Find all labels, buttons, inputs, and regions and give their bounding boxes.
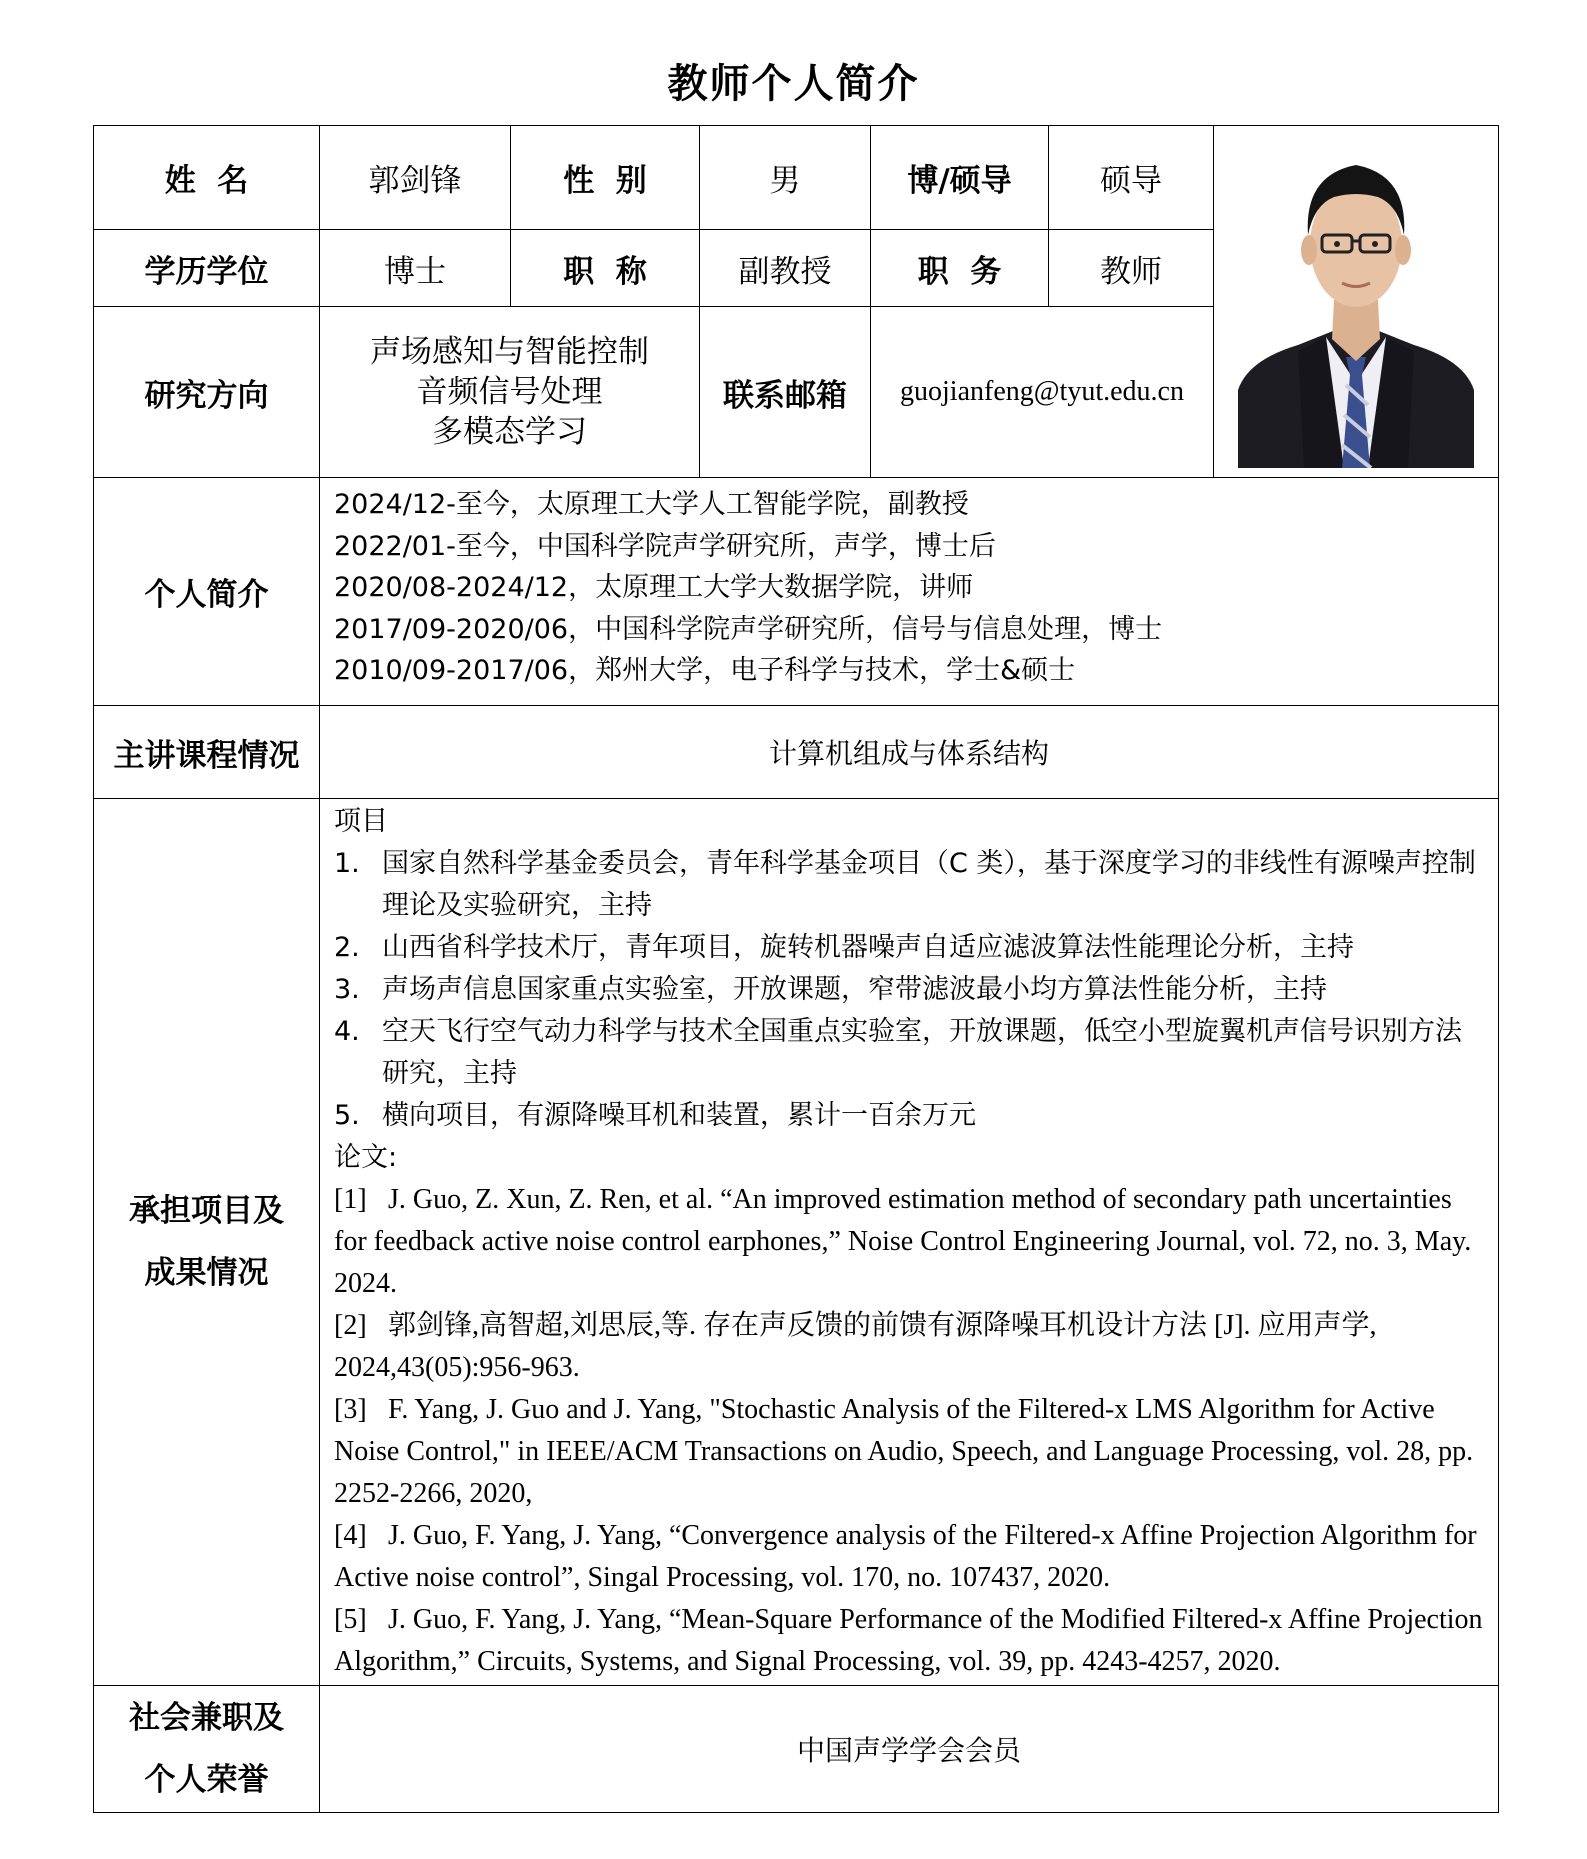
position-label: 职 务 (871, 230, 1049, 307)
paper-item (334, 1515, 1486, 1599)
gender-label: 性 别 (511, 126, 700, 230)
rank-value: 副教授 (700, 230, 871, 307)
portrait-photo (1238, 135, 1474, 468)
projects-label-line: 承担项目及 (129, 1193, 284, 1229)
social-label-line: 个人荣誉 (144, 1762, 269, 1798)
project-number: 5. (334, 1100, 360, 1131)
name-value: 郭剑锋 (320, 126, 511, 230)
row-projects (94, 799, 1499, 1686)
project-number: 1. (334, 848, 360, 879)
degree-label: 学历学位 (94, 230, 320, 307)
email-value: guojianfeng@tyut.edu.cn (871, 307, 1214, 478)
bio-content (320, 478, 1499, 706)
social-value: 中国声学学会会员 (320, 1686, 1499, 1813)
position-value: 教师 (1049, 230, 1214, 307)
paper-number: [2] (334, 1310, 367, 1341)
advisor-label: 博/硕导 (871, 126, 1049, 230)
project-text: 国家自然科学基金委员会，青年科学基金项目（C 类），基于深度学习的非线性有源噪声控制理论及实验研究，主持 (382, 848, 1476, 921)
project-item (334, 843, 1486, 927)
photo-cell (1214, 126, 1499, 478)
paper-text: 郭剑锋,高智超,刘思辰,等. 存在声反馈的前馈有源降噪耳机设计方法 [J]. 应用声学, 2024,43(05):956-963. (334, 1310, 1377, 1383)
bio-line: 2020/08-2024/12，太原理工大学大数据学院，讲师 (334, 572, 974, 603)
paper-number: [1] (334, 1184, 367, 1215)
project-text: 空天飞行空气动力科学与技术全国重点实验室，开放课题，低空小型旋翼机声信号识别方法研究，主持 (382, 1016, 1462, 1089)
row-courses (94, 706, 1499, 799)
gender-value: 男 (700, 126, 871, 230)
row-social (94, 1686, 1499, 1813)
project-text: 声场声信息国家重点实验室，开放课题，窄带滤波最小均方算法性能分析，主持 (382, 974, 1327, 1005)
paper-item (334, 1389, 1486, 1515)
project-number: 4. (334, 1016, 360, 1047)
bio-label: 个人简介 (94, 478, 320, 706)
rank-label: 职 称 (511, 230, 700, 307)
social-label-line: 社会兼职及 (129, 1700, 284, 1736)
row-bio (94, 478, 1499, 706)
papers-heading: 论文: (334, 1142, 398, 1173)
bio-line: 2022/01-至今，中国科学院声学研究所，声学，博士后 (334, 530, 996, 562)
courses-value: 计算机组成与体系结构 (320, 706, 1499, 799)
projects-label-line: 成果情况 (144, 1255, 269, 1291)
name-label: 姓 名 (94, 126, 320, 230)
research-item: 声场感知与智能控制 (370, 334, 649, 370)
paper-item (334, 1179, 1486, 1305)
bio-line: 2024/12-至今，太原理工大学人工智能学院，副教授 (334, 489, 969, 520)
bio-line: 2017/09-2020/06，中国科学院声学研究所，信号与信息处理，博士 (334, 613, 1163, 645)
paper-text: J. Guo, Z. Xun, Z. Ren, et al. “An improved estimation method of secondary path uncertainties for feedback active noise control earphones,” Noise Control Engineering Journal, vol. 72, no. 3, May. 2024. (334, 1184, 1472, 1299)
research-item: 多模态学习 (432, 414, 587, 450)
row-basic (94, 126, 1499, 230)
degree-value: 博士 (320, 230, 511, 307)
paper-text: F. Yang, J. Guo and J. Yang, "Stochastic Analysis of the Filtered-x LMS Algorithm for Active Noise Control," in IEEE/ACM Transactions on Audio, Speech, and Language Processing, vol. 28, pp. 2252-2266, 2020, (334, 1394, 1474, 1509)
page-title: 教师个人简介 (667, 61, 920, 107)
project-item (334, 927, 1486, 969)
paper-number: [5] (334, 1604, 367, 1635)
paper-text: J. Guo, F. Yang, J. Yang, “Convergence analysis of the Filtered-x Affine Projection Algorithm for Active noise control”, Singal Processing, vol. 170, no. 107437, 2020. (334, 1520, 1477, 1593)
projects-heading: 项目 (334, 806, 388, 837)
paper-item (334, 1305, 1486, 1389)
paper-text: J. Guo, F. Yang, J. Yang, “Mean-Square Performance of the Modified Filtered-x Affine Projection Algorithm,” Circuits, Systems, and Signal Processing, vol. 39, pp. 4243-4257, 2020. (334, 1604, 1483, 1677)
paper-item (334, 1599, 1486, 1683)
research-value (320, 307, 700, 478)
project-text: 横向项目，有源降噪耳机和装置，累计一百余万元 (382, 1100, 976, 1131)
research-item: 音频信号处理 (416, 374, 603, 410)
social-label (94, 1686, 320, 1813)
research-label: 研究方向 (94, 307, 320, 478)
paper-number: [3] (334, 1394, 367, 1425)
paper-number: [4] (334, 1520, 367, 1551)
projects-label (94, 799, 320, 1686)
project-text: 山西省科学技术厅，青年项目，旋转机器噪声自适应滤波算法性能理论分析，主持 (382, 932, 1354, 963)
email-label: 联系邮箱 (700, 307, 871, 478)
advisor-value: 硕导 (1049, 126, 1214, 230)
projects-content (320, 799, 1499, 1686)
project-item (334, 1095, 1486, 1137)
profile-table (93, 125, 1499, 1813)
project-item (334, 969, 1486, 1011)
project-number: 2. (334, 932, 360, 963)
bio-line: 2010/09-2017/06，郑州大学，电子科学与技术，学士&硕士 (334, 655, 1076, 686)
project-number: 3. (334, 974, 360, 1005)
courses-label: 主讲课程情况 (94, 706, 320, 799)
project-item (334, 1011, 1486, 1095)
